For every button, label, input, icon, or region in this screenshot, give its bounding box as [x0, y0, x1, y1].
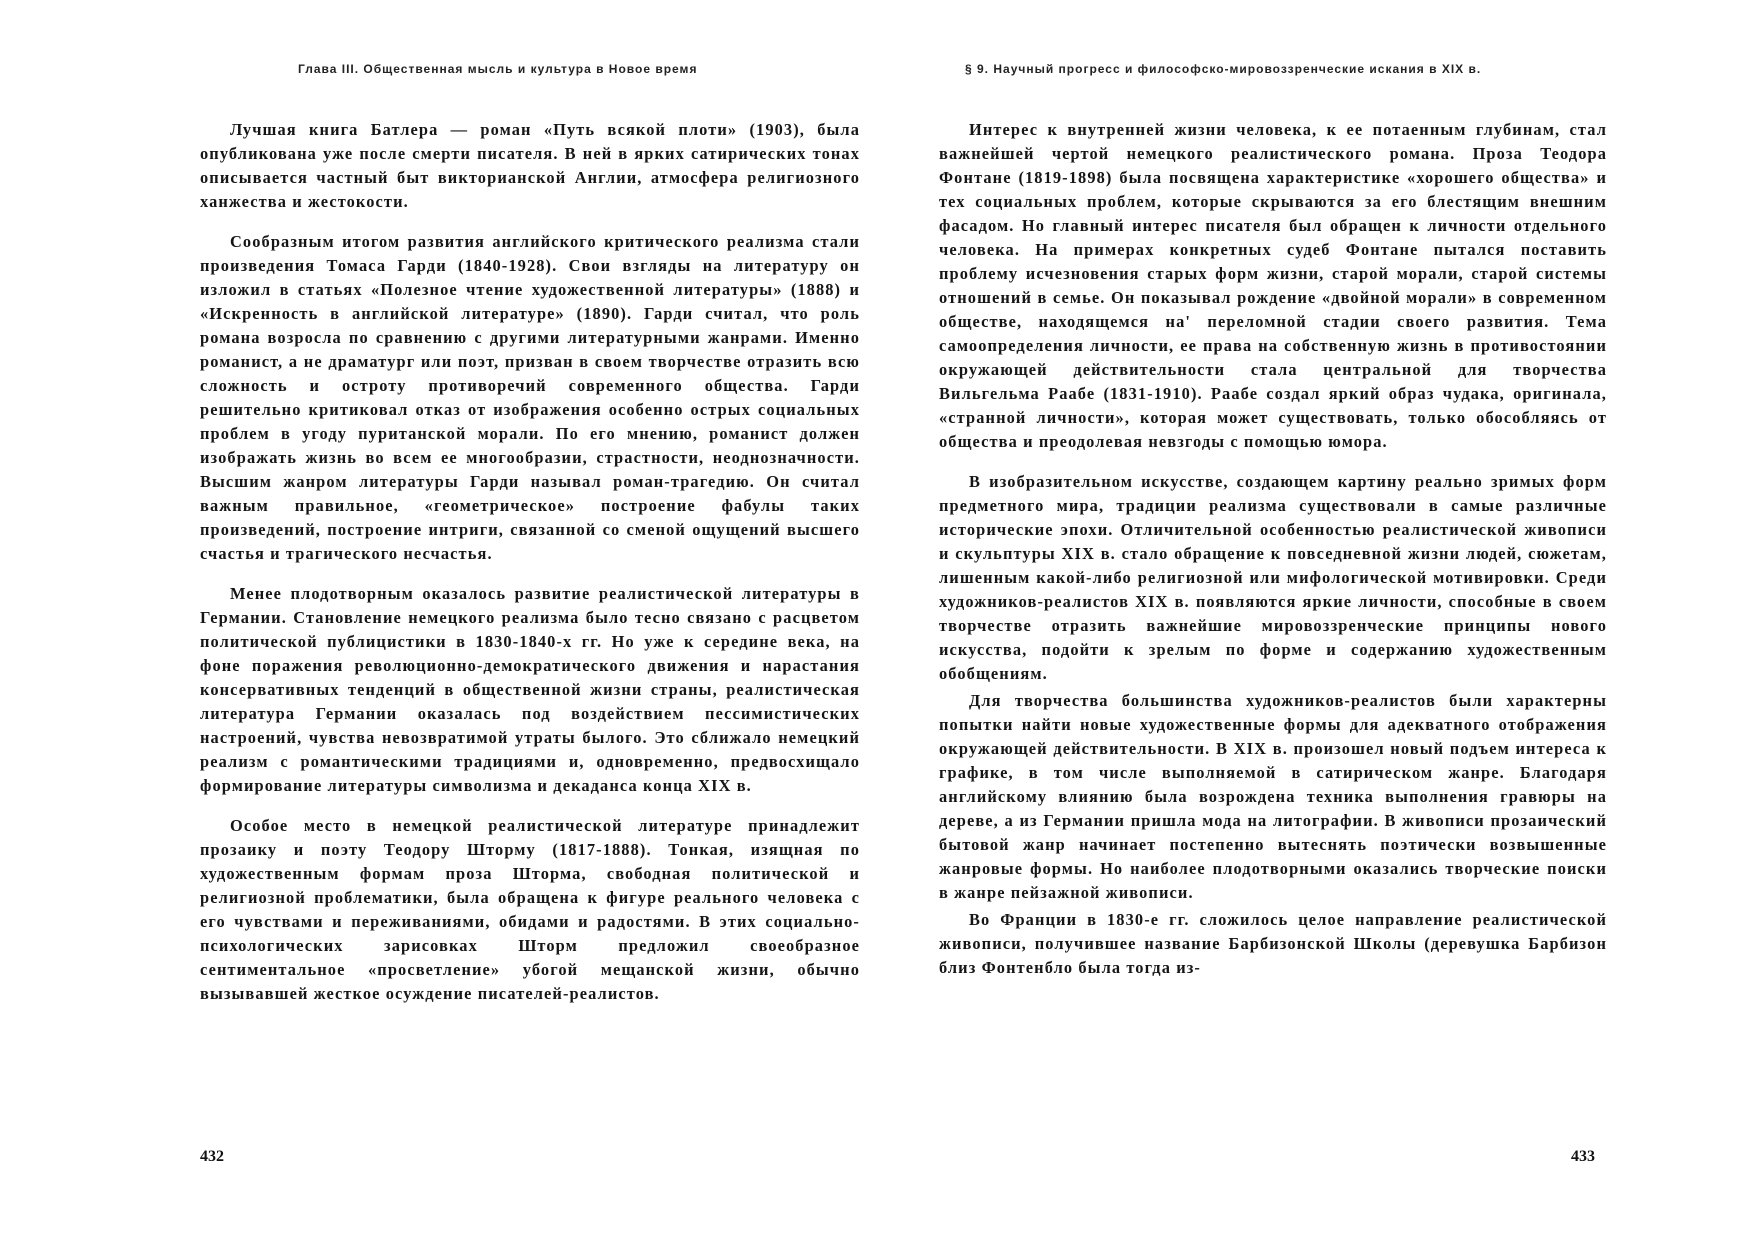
paragraph-fontane-raabe: Интерес к внутренней жизни человека, к ее потаенным глубинам, стал важнейшей чертой немецкого реалистического романа. Проза Теодора Фонтане (1819-1898) была посвящена характеристике «хорошего общества» и тех социальных проблем, которые скрываются за его блестящим внешним фасадом. Но главный интерес писателя был обращен к личности отдельного человека. На примерах конкретных судеб Фонтане пытался поставить проблему исчезновения старых форм жизни, старой морали, старой системы отношений в семье. Он показывал рождение «двойной морали» в современном обществе, находящемся на' переломной стадии своего развития. Тема самоопределения личности, ее права на собственную жизнь в противостоянии окружающей действительности стала центральной для творчества Вильгельма Раабе (1831-1910). Раабе создал яркий образ чудака, оригинала, «странной личности», которая может существовать, только обособляясь от общества и преодолевая невзгоды с помощью юмора. [939, 120, 1607, 451]
paragraph-german-realism: Менее плодотворным оказалось развитие реалистической литературы в Германии. Становление немецкого реализма было тесно связано с расцветом политической публицистики в 1830-1840-х гг. Но уже к середине века, на фоне поражения революционно-демократического движения и нарастания консервативных тенденций в общественной жизни страны, реалистическая литература Германии оказалась под воздействием пессимистических настроений, чувства невозвратимой утраты былого. Это сближало немецкий реализм с романтическими традициями и, одновременно, предвосхищало формирование литературы символизма и декаданса конца XIX в. [200, 584, 860, 795]
paragraph-visual-arts: В изобразительном искусстве, создающем картину реально зримых форм предметного мира, традиции реализма существовали в самые различные исторические эпохи. Отличительной особенностью реалистической живописи и скульптуры XIX в. стало обращение к повседневной жизни людей, сюжетам, лишенным какой-либо религиозной или мифологической мотивировки. Среди художников-реалистов XIX в. появляются яркие личности, способные в своем творчестве отразить важнейшие мировоззренческие принципы нового искусства, подойти к зрелым по форме и содержанию художественным обобщениям. [939, 472, 1607, 683]
paragraph-storm: Особое место в немецкой реалистической литературе принадлежит прозаику и поэту Теодору Шторму (1817-1888). Тонкая, изящная по художественным формам проза Шторма, свободная политической и религиозной проблематики, была обращена к фигуре реального человека с его чувствами и переживаниями, обидами и радостями. В этих социально-психологических зарисовках Шторм предложил своеобразное сентиментальное «просветление» убогой мещанской жизни, обычно вызывавшей жесткое осуждение писателей-реалистов. [200, 816, 860, 1003]
left-text-block [200, 118, 860, 1022]
running-head-right: § 9. Научный прогресс и философско-мировоззренческие искания в XIX в. [965, 62, 1482, 76]
paragraph-batler: Лучшая книга Батлера — роман «Путь всякой плоти» (1903), была опубликована уже после смерти писателя. В ней в ярких сатирических тонах описывается частный быт викторианской Англии, атмосфера религиозного ханжества и жестокости. [200, 120, 860, 211]
paragraph-realist-artists: Для творчества большинства художников-реалистов были характерны попытки найти новые художественные формы для адекватного отображения окружающей действительности. В XIX в. произошел новый подъем интереса к графике, в том числе выполняемой в сатирическом жанре. Благодаря английскому влиянию была возрождена техника выполнения гравюры на дереве, а из Германии пришла мода на литографии. В живописи прозаический бытовой жанр начинает постепенно вытеснять поэтически возвышенные жанровые формы. Но наиболее плодотворными оказались творческие поиски в жанре пейзажной живописи. [939, 691, 1607, 902]
page-number-left: 432 [200, 1148, 224, 1165]
right-page [877, 0, 1754, 1239]
paragraph-hardy: Сообразным итогом развития английского критического реализма стали произведения Томаса Гарди (1840-1928). Свои взгляды на литературу он изложил в статьях «Полезное чтение художественной литературы» (1888) и «Искренность в английской литературе» (1890). Гарди считал, что роль романа возросла по сравнению с другими литературными жанрами. Именно романист, а не драматург или поэт, призван в своем творчестве отразить всю сложность и остроту противоречий современного общества. Гарди решительно критиковал отказ от изображения особенно острых социальных проблем в угоду пуританской морали. По его мнению, романист должен изображать жизнь во всем ее многообразии, страстности, неоднозначности. Высшим жанром литературы Гарди называл роман-трагедию. Он считал важным правильное, «геометрическое» построение фабулы таких произведений, построение интриги, связанной со сменой ощущений высшего счастья и трагического несчастья. [200, 232, 860, 563]
paragraph-barbizon: Во Франции в 1830-е гг. сложилось целое направление реалистической живописи, получившее название Барбизонской Школы (деревушка Барбизон близ Фонтенбло была тогда из- [939, 910, 1607, 977]
right-text-block [939, 118, 1607, 996]
running-head-left: Глава III. Общественная мысль и культура в Новое время [298, 62, 698, 76]
page-number-right: 433 [1571, 1148, 1595, 1165]
